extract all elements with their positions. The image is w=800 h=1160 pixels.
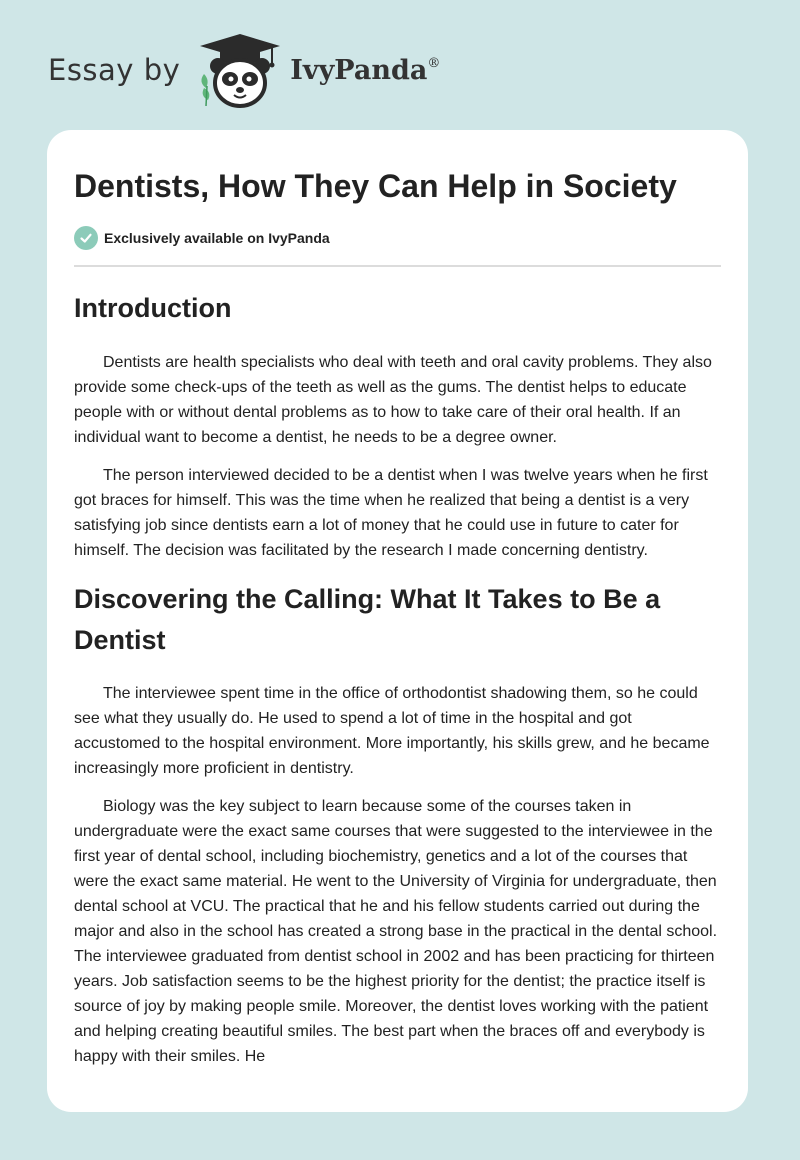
registered-mark: ® <box>427 55 441 71</box>
section-heading-discovering: Discovering the Calling: What It Takes to Be a Dentist <box>74 584 661 655</box>
panda-graduate-icon[interactable] <box>194 30 286 110</box>
paragraph: The person interviewed decided to be a dentist when I was twelve years when he first got braces for himself. This was the time when he realized that being a dentist is a very satisfying job since dentists earn a lot of money that he could use in future to cater for himself. The decision was facilitated by the research I made concerning dentistry. <box>74 467 708 559</box>
divider <box>74 265 721 267</box>
exclusive-badge <box>74 226 721 250</box>
paragraph: The interviewee spent time in the office of orthodontist shadowing them, so he could see what they usually do. He used to spend a lot of time in the hospital and got accustomed to the hospital environment. More importantly, his skills grew, and he became increasingly more proficient in dentistry. <box>74 685 710 777</box>
essay-title: Dentists, How They Can Help in Society <box>74 168 677 204</box>
brand-name[interactable] <box>290 55 440 86</box>
essay-by-label: Essay by <box>48 53 181 87</box>
paragraph: Dentists are health specialists who deal with teeth and oral cavity problems. They also provide some check-ups of the teeth as well as the gums. The dentist helps to educate people with or without dental problems as to how to take care of their oral health. If an individual want to become a dentist, he needs to be a degree owner. <box>74 354 712 446</box>
paragraph: Biology was the key subject to learn because some of the courses taken in undergraduate were the exact same courses that were suggested to the interviewee in the first year of dental school, including biochemistry, genetics and a lot of the courses that were the exact same material. He went to the University of Virginia for undergraduate, then dental school at VCU. The practical that he and his fellow students carried out during the major and also in the school has created a strong base in the practical in the dental school. The interviewee graduated from dentist school in 2002 and has been practicing for thirteen years. Job satisfaction seems to be the highest priority for the dentist; the practice itself is source of joy by making people smile. Moreover, the dentist loves working with the patient and helping creating beautiful smiles. The best part when the braces off and everybody is happy with their smiles. He <box>74 798 718 1065</box>
check-icon <box>74 226 98 250</box>
essay-card <box>47 130 748 1112</box>
exclusive-label: Exclusively available on IvyPanda <box>104 230 330 246</box>
section-heading-introduction: Introduction <box>74 293 232 323</box>
brand-text: IvyPanda <box>290 54 428 86</box>
site-header <box>48 30 440 110</box>
